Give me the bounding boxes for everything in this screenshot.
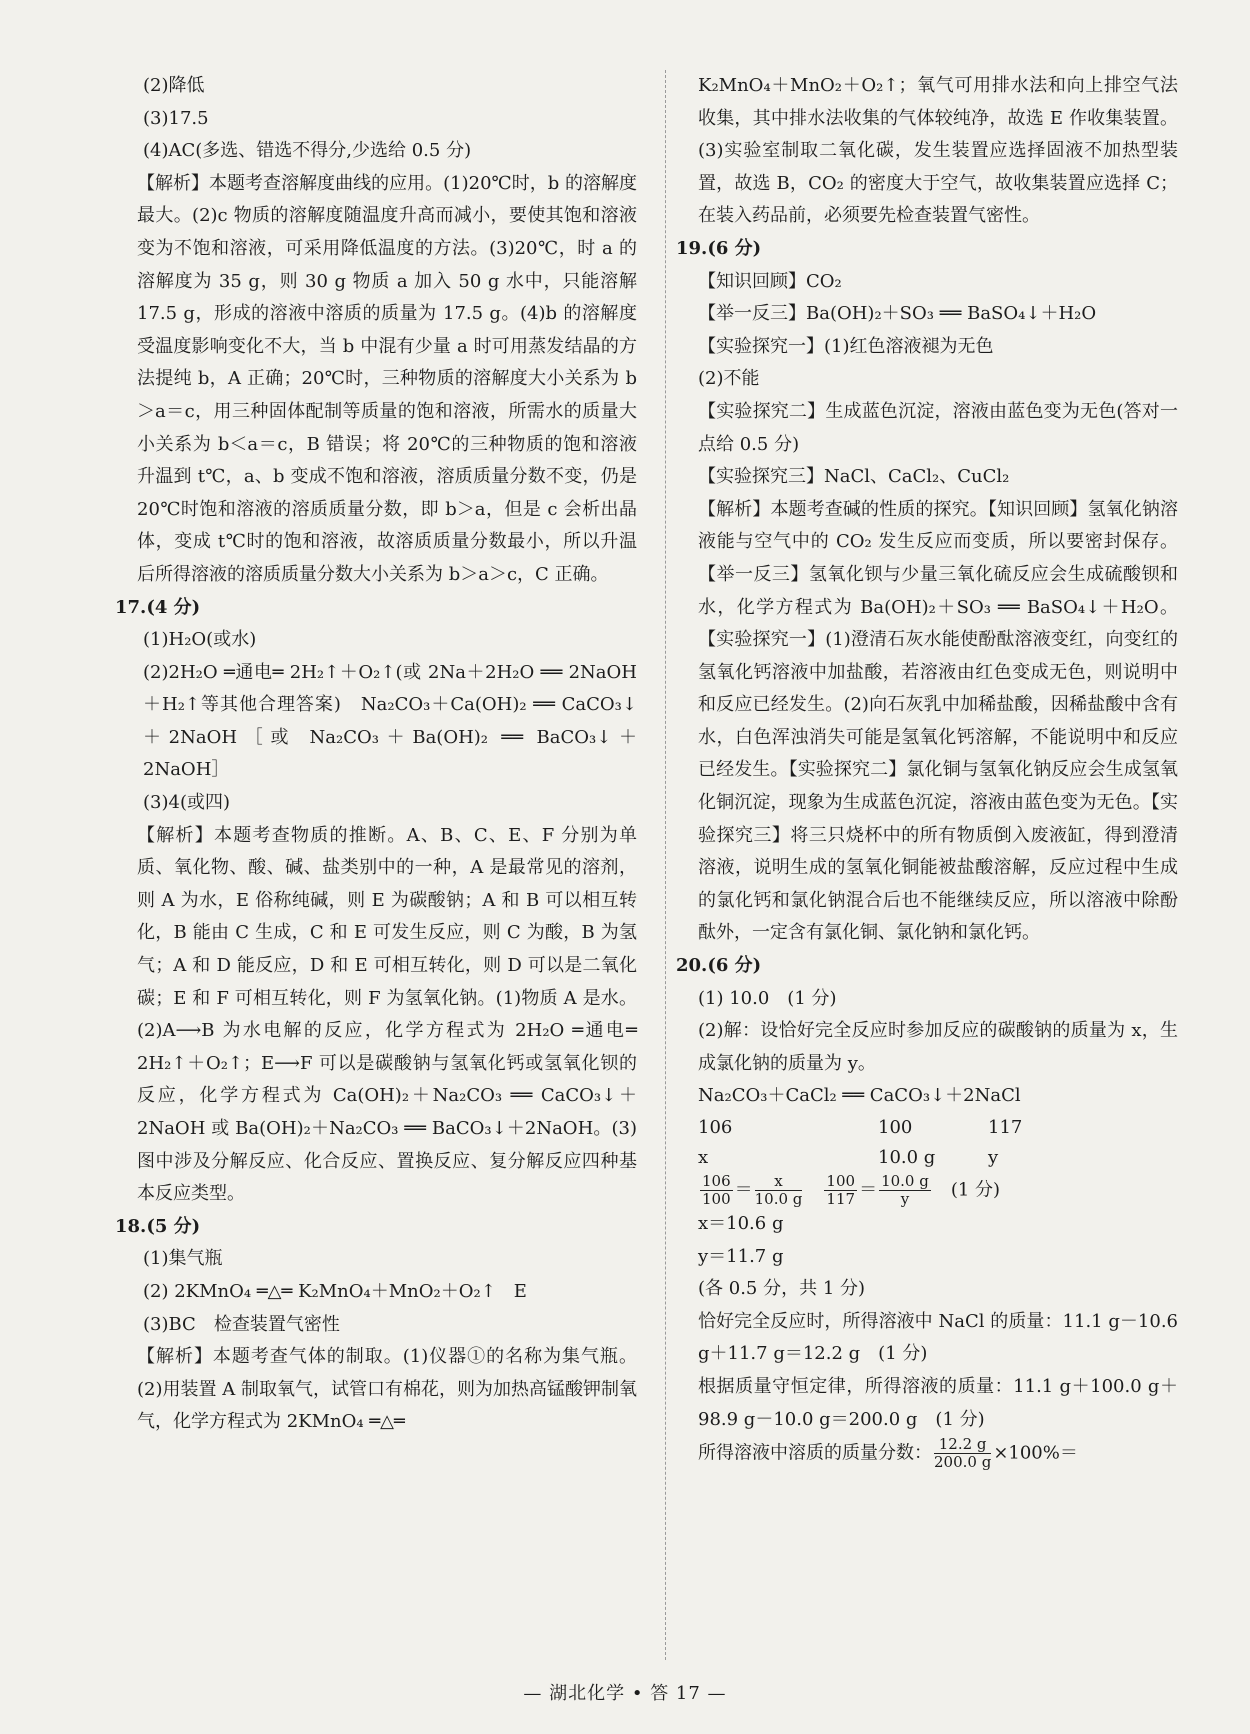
answer-line: 【举一反三】Ba(OH)₂＋SO₃ ══ BaSO₄↓＋H₂O — [698, 303, 1097, 325]
answer-line: (3)17.5 — [143, 107, 209, 129]
mass-value: x — [698, 1147, 709, 1168]
answer-line: (2)不能 — [698, 368, 760, 390]
fraction-numerator: x — [755, 1173, 803, 1191]
answer-line: 恰好完全反应时，所得溶液中 NaCl 的质量：11.1 g－10.6 g＋11.7 g＝12.2 g (1 分) — [698, 1310, 1178, 1365]
answer-line: (1)H₂O(或水) — [143, 629, 257, 651]
fraction-denominator: 200.0 g — [934, 1453, 992, 1472]
page-footer: — 湖北化学 • 答 17 — — [523, 1683, 727, 1704]
answer-line: (3)4(或四) — [143, 792, 230, 814]
answer-line: (4)AC(多选、错选不得分,少选给 0.5 分) — [143, 140, 472, 162]
mass-value: 117 — [988, 1117, 1023, 1138]
fraction — [700, 1173, 733, 1208]
answer-line: x＝10.6 g — [698, 1213, 784, 1234]
mass-row — [698, 1113, 1178, 1143]
fraction-denominator: 100 — [702, 1190, 731, 1208]
answer-line: (2)降低 — [143, 75, 205, 96]
analysis-18: 【解析】本题考查气体的制取。(1)仪器①的名称为集气瓶。(2)用装置 A 制取氧气，试管口有棉花，则为加热高锰酸钾制氧气，化学方程式为 2KMnO₄ ═△═ — [137, 1346, 637, 1433]
final-text: 所得溶液中溶质的质量分数： — [698, 1442, 932, 1464]
fraction — [879, 1173, 931, 1208]
analysis-16: 【解析】本题考查溶解度曲线的应用。(1)20℃时，b 的溶解度最大。(2)c 物质的溶解度随温度升高而减小，要使其饱和溶液变为不饱和溶液，可采用降低温度的方法。(3)20℃，时 a 的溶解度为 35 g，则 30 g 物质 a 加入 50 g 水中，只能溶解 17.5 g，形成的溶液中溶质的质量为 17.5 g。(4)b 的溶解度受温度影响变化不大，当 b 中混有少量 a 时可用蒸发结晶的方法提纯 b，A 正确；20℃时，三种物质的溶解度大小关系为 b＞a＝c，用三种固体配制等质量的饱和溶液，所需水的质量大小关系为 b＜a＝c，B 错误；将 20℃的三种物质的饱和溶液升温到 t℃，a、b 变成不饱和溶液，溶质质量分数不变，仍是 20℃时饱和溶液的溶质质量分数，即 b＞a，但是 c 会析出晶体，变成 t℃时的饱和溶液，故溶质质量分数最小，所以升温后所得溶液的溶质质量分数大小关系为 b＞a＞c，C 正确。 — [137, 172, 637, 585]
equation-line: (2)2H₂O ═通电═ 2H₂↑＋O₂↑(或 2Na＋2H₂O ══ 2NaOH＋H₂↑等其他合理答案) Na₂CO₃＋Ca(OH)₂ ══ CaCO₃↓＋2NaOH［或 Na₂CO₃＋Ba(OH)₂ ══ BaCO₃↓＋2NaOH］ — [143, 661, 637, 781]
fraction-numerator: 10.0 g — [881, 1172, 929, 1190]
answer-line: 【实验探究二】生成蓝色沉淀，溶液由蓝色变为无色(答对一点给 0.5 分) — [698, 400, 1178, 455]
mass-value: y — [988, 1147, 999, 1168]
answer-line: 【知识回顾】CO₂ — [698, 270, 842, 292]
equation-line: (2) 2KMnO₄ ═△═ K₂MnO₄＋MnO₂＋O₂↑ E — [143, 1280, 527, 1302]
question-number-18: 18.(5 分) — [115, 1215, 201, 1237]
question-number-17: 17.(4 分) — [115, 596, 201, 618]
final-suffix: ×100%＝ — [993, 1442, 1078, 1464]
column-divider — [665, 70, 666, 1660]
mass-value: 106 — [698, 1117, 733, 1138]
mass-value: 10.0 g — [878, 1147, 936, 1168]
question-number-19: 19.(6 分) — [676, 237, 762, 259]
fraction-denominator: 10.0 g — [754, 1190, 803, 1208]
answer-line: 根据质量守恒定律，所得溶液的质量：11.1 g＋100.0 g＋98.9 g－10.0 g＝200.0 g (1 分) — [698, 1375, 1178, 1430]
answer-line: 【实验探究一】(1)红色溶液褪为无色 — [698, 335, 994, 357]
answer-line: (各 0.5 分，共 1 分) — [698, 1278, 866, 1300]
fraction-numerator: 100 — [826, 1172, 856, 1190]
fraction-numerator: 106 — [702, 1172, 731, 1190]
answer-line: (1)集气瓶 — [143, 1248, 223, 1270]
right-column — [676, 70, 1178, 1472]
final-line — [698, 1436, 1178, 1471]
analysis-17: 【解析】本题考查物质的推断。A、B、C、E、F 分别为单质、氧化物、酸、碱、盐类别中的一种，A 是最常见的溶剂，则 A 为水，E 俗称纯碱，则 E 为碳酸钠；A 和 B 可以相互转化，B 能由 C 生成，C 和 E 可发生反应，则 C 为酸，B 为氢气；A 和 D 能反应，D 和 E 可相互转化，则 D 可以是二氧化碳；E 和 F 可相互转化，则 F 为氢氧化钠。(1)物质 A 是水。(2)A⟶B 为水电解的反应，化学方程式为 2H₂O ═通电═ 2H₂↑＋O₂↑；E⟶F 可以是碳酸钠与氢氧化钙或氢氧化钡的反应，化学方程式为 Ca(OH)₂＋Na₂CO₃ ══ CaCO₃↓＋2NaOH 或 Ba(OH)₂＋Na₂CO₃ ══ BaCO₃↓＋2NaOH。(3)图中涉及分解反应、化合反应、置换反应、复分解反应四种基本反应类型。 — [137, 824, 637, 1205]
answer-line: (1) 10.0 (1 分) — [698, 987, 837, 1009]
fraction — [755, 1173, 803, 1208]
left-column — [115, 70, 637, 1439]
equation-line: Na₂CO₃＋CaCl₂ ══ CaCO₃↓＋2NaCl — [698, 1085, 1021, 1107]
answer-line: 【实验探究三】NaCl、CaCl₂、CuCl₂ — [698, 466, 1010, 488]
answer-line: (2)解：设恰好完全反应时参加反应的碳酸钠的质量为 x，生成氯化钠的质量为 y。 — [698, 1020, 1178, 1074]
fraction-denominator: 117 — [826, 1190, 856, 1208]
mass-value: 100 — [878, 1117, 913, 1138]
answer-line: y＝11.7 g — [698, 1245, 784, 1267]
fraction-denominator: y — [900, 1190, 910, 1208]
fraction — [824, 1173, 857, 1208]
mass-row — [698, 1143, 1178, 1173]
analysis-19: 【解析】本题考查碱的性质的探究。【知识回顾】氢氧化钠溶液能与空气中的 CO₂ 发生反应而变质，所以要密封保存。【举一反三】氢氧化钡与少量三氧化硫反应会生成硫酸钡和水，化学方程式为 Ba(OH)₂＋SO₃ ══ BaSO₄↓＋H₂O。【实验探究一】(1)澄清石灰水能使酚酞溶液变红，向变红的氢氧化钙溶液中加盐酸，若溶液由红色变成无色，则说明中和反应已经发生。(2)向石灰乳中加稀盐酸，因稀盐酸中含有水，白色浑浊消失可能是氢氧化钙溶解，不能说明中和反应已经发生。【实验探究二】氯化铜与氢氧化钠反应会生成氢氧化铜沉淀，现象为生成蓝色沉淀，溶液由蓝色变为无色。【实验探究三】将三只烧杯中的所有物质倒入废液缸，得到澄清溶液，说明生成的氢氧化铜能被盐酸溶解，反应过程中生成的氯化钙和氯化钠混合后也不能继续反应，所以溶液中除酚酞外，一定含有氯化铜、氯化钠和氯化钙。 — [698, 498, 1178, 944]
ratio-line: $\frac{106}{100}$ ＝ $\frac{x}{10.0 g}$ $\frac{100}{117}$ ＝ $\frac{10.0 g}{y}$ (1 分) — [702, 1172, 1001, 1208]
analysis-18-continued: K₂MnO₄＋MnO₂＋O₂↑；氧气可用排水法和向上排空气法收集，其中排水法收集的气体较纯净，故选 E 作收集装置。(3)实验室制取二氧化碳，发生装置应选择固液不加热型装置，故选 B，CO₂ 的密度大于空气，故收集装置应选择 C；在装入药品前，必须要先检查装置气密性。 — [698, 75, 1178, 227]
question-number-20: 20.(6 分) — [676, 955, 762, 977]
answer-line: (3)BC 检查装置气密性 — [143, 1313, 340, 1335]
score-note: (1 分) — [950, 1179, 1001, 1201]
fraction — [934, 1436, 991, 1471]
fraction-numerator: 12.2 g — [934, 1436, 991, 1454]
